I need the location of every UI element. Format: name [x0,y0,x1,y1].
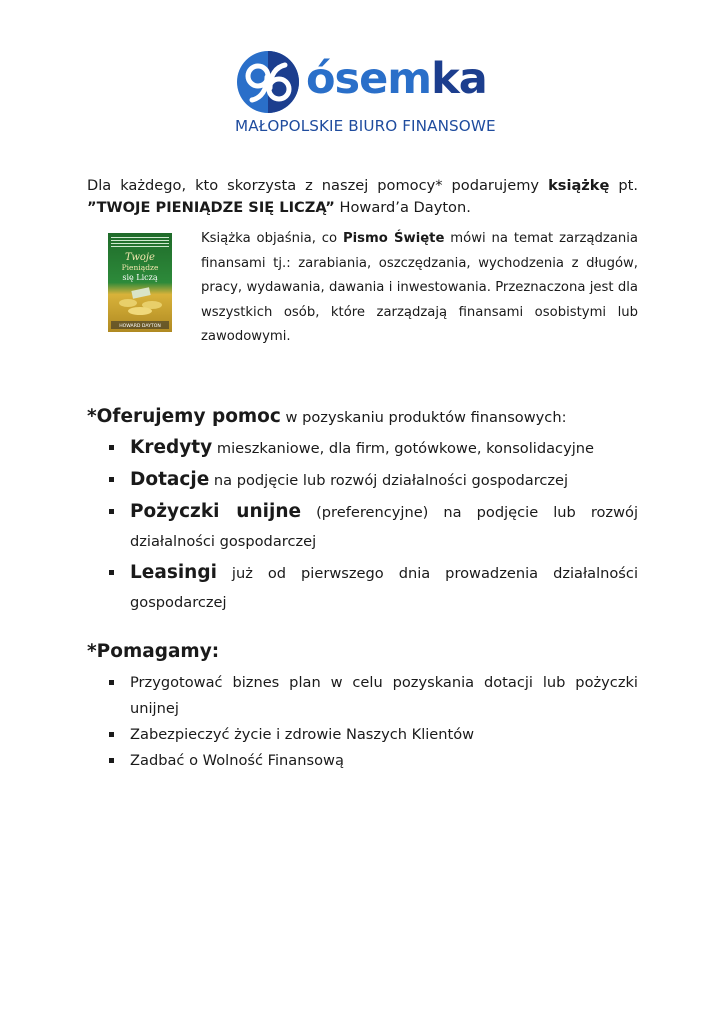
intro-text-b: pt. [609,177,639,194]
cover-title-3: się Liczą [122,273,158,282]
offer-item-kredyty [87,433,638,463]
book-title: ”TWOJE PIENIĄDZE SIĘ LICZĄ” [87,199,335,216]
offer-item-text: na podjęcie lub rozwój działalności gospodarczej [209,472,569,489]
intro-book-word: książkę [548,177,610,194]
offer-heading-bold: *Oferujemy pomoc [87,406,281,427]
intro-line-1 [87,175,638,197]
intro-paragraph [87,175,638,219]
logo-96-icon [236,50,300,114]
offer-item-text: mieszkaniowe, dla firm, gotówkowe, konsolidacyjne [212,440,594,457]
cover-title-2: Pieniądze [121,263,159,272]
logo-subtitle: MAŁOPOLSKIE BIURO FINANSOWE [235,117,496,135]
book-desc-highlight: Pismo Święte [342,231,445,246]
cover-title-1: Twoje [125,252,155,263]
offer-item-keyword: Leasingi [130,562,217,583]
offer-list [87,433,638,617]
offer-item-text: już od pierwszego dnia prowadzenia działalności gospodarczej [130,565,638,611]
offer-item-leasingi [87,558,638,617]
book-description [201,227,638,350]
help-item: Zadbać o Wolność Finansową [87,748,638,774]
offer-item-keyword: Dotacje [130,469,210,490]
help-list [87,670,638,774]
offer-item-keyword: Kredyty [130,437,213,458]
offer-item-keyword: Pożyczki unijne [130,501,302,522]
intro-line-2 [87,197,638,219]
help-heading: *Pomagamy: [87,641,220,662]
help-item: Zabezpieczyć życie i zdrowie Naszych Klientów [87,722,638,748]
offer-section [87,404,638,619]
offer-heading-rest: w pozyskaniu produktów finansowych: [280,409,567,426]
offer-item-text: (preferencyjne) na podjęcie lub rozwój działalności gospodarczej [130,504,639,550]
logo-wordmark [306,54,487,104]
offer-item-dotacje [87,465,638,495]
company-logo [234,48,504,138]
cover-author: HOWARD DAYTON [119,324,161,329]
offer-item-pozyczki [87,497,638,556]
help-section [87,640,638,774]
logo-word-part2: ka [431,54,487,104]
book-cover-image [108,233,172,332]
book-author: Howard’a Dayton. [334,199,471,216]
offer-heading [87,404,638,431]
logo-word-part1: ósem [306,54,432,104]
intro-text-a: Dla każdego, kto skorzysta z naszej pomocy* podarujemy [87,177,549,194]
help-item: Przygotować biznes plan w celu pozyskania dotacji lub pożyczki unijnej [87,670,638,722]
book-desc-text-b: mówi na temat zarządzania finansami tj.: zarabiania, oszczędzania, wychodzenia z długów, pracy, wydawania, dawania i inwestowania. Przeznaczona jest dla wszystkich osób, które zarządzają finansami osobistymi lub zawodowymi. [201,231,638,344]
book-desc-text-a: Książka objaśnia, co [201,231,343,246]
